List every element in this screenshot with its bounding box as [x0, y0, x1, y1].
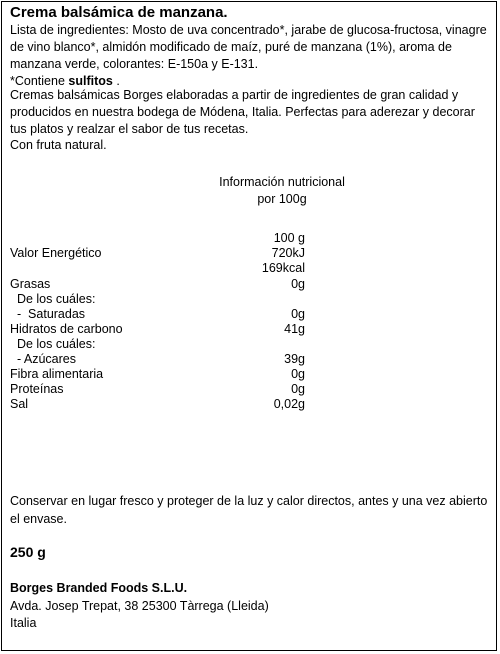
nutrition-label: Sal [10, 397, 29, 411]
nutrition-value: 169kcal [261, 261, 305, 275]
nutrition-subheading: por 100g [257, 192, 307, 206]
nutrition-row [10, 397, 490, 412]
nutrition-value: 0g [291, 382, 305, 396]
nutrition-row [10, 367, 490, 382]
nutrition-row [10, 292, 490, 307]
nutrition-row [10, 307, 490, 322]
nutrition-value: 41g [284, 322, 305, 336]
nutrition-value: 100 g [273, 231, 305, 245]
nutrition-row [10, 352, 490, 367]
nutrition-label: Proteínas [10, 382, 64, 396]
company-address: Avda. Josep Trepat, 38 25300 Tàrrega (Lleida) [10, 599, 269, 613]
nutrition-label: Grasas [10, 277, 51, 291]
nutrition-value: 720kJ [271, 246, 305, 260]
nutrition-row [10, 382, 490, 397]
nutrition-row [10, 337, 490, 352]
nutrition-label: - Saturadas [10, 307, 86, 321]
product-title: Crema balsámica de manzana. [10, 4, 228, 21]
nutrition-value: 0g [291, 367, 305, 381]
nutrition-label: Valor Energético [10, 246, 102, 260]
allergen-note-prefix: *Contiene [10, 74, 65, 88]
product-description: Cremas balsámicas Borges elaboradas a partir de ingredientes de gran calidad y producidos en nuestra bodega de Módena, Italia. Perfectas para aderezar y decorar tus platos y realzar el sabor de tus recetas. [10, 88, 475, 136]
product-label [1, 1, 497, 651]
company-country: Italia [10, 616, 37, 630]
nutrition-label: - Azúcares [10, 352, 76, 366]
nutrition-label: De los cuáles: [10, 292, 96, 306]
company-name: Borges Branded Foods S.L.U. [10, 581, 188, 595]
nutrition-value: 39g [284, 352, 305, 366]
nutrition-label: Hidratos de carbono [10, 322, 123, 336]
nutrition-header [152, 174, 412, 208]
ingredients-text: Lista de ingredientes: Mosto de uva concentrado*, jarabe de glucosa-fructosa, vinagre de vino blanco*, almidón modificado de maíz, puré de manzana (1%), aroma de manzana verde, colorantes: E-150a y E-131. [10, 23, 487, 71]
nutrition-label: De los cuáles: [10, 337, 96, 351]
storage-instructions: Conservar en lugar fresco y proteger de la luz y calor directos, antes y una vez abierto el envase. [10, 494, 488, 526]
allergen-name: sulfitos [68, 74, 113, 88]
net-weight: 250 g [10, 544, 46, 560]
fruit-note: Con fruta natural. [10, 138, 107, 152]
nutrition-heading: Información nutricional [219, 175, 345, 189]
nutrition-row [10, 277, 490, 292]
allergen-note-suffix: . [116, 74, 120, 88]
nutrition-row [10, 246, 490, 261]
nutrition-value: 0,02g [273, 397, 305, 411]
nutrition-label: Fibra alimentaria [10, 367, 104, 381]
nutrition-value: 0g [291, 307, 305, 321]
ingredients-block [10, 22, 494, 90]
nutrition-value: 0g [291, 277, 305, 291]
nutrition-row [10, 231, 490, 246]
nutrition-row [10, 322, 490, 337]
nutrition-row [10, 261, 490, 276]
